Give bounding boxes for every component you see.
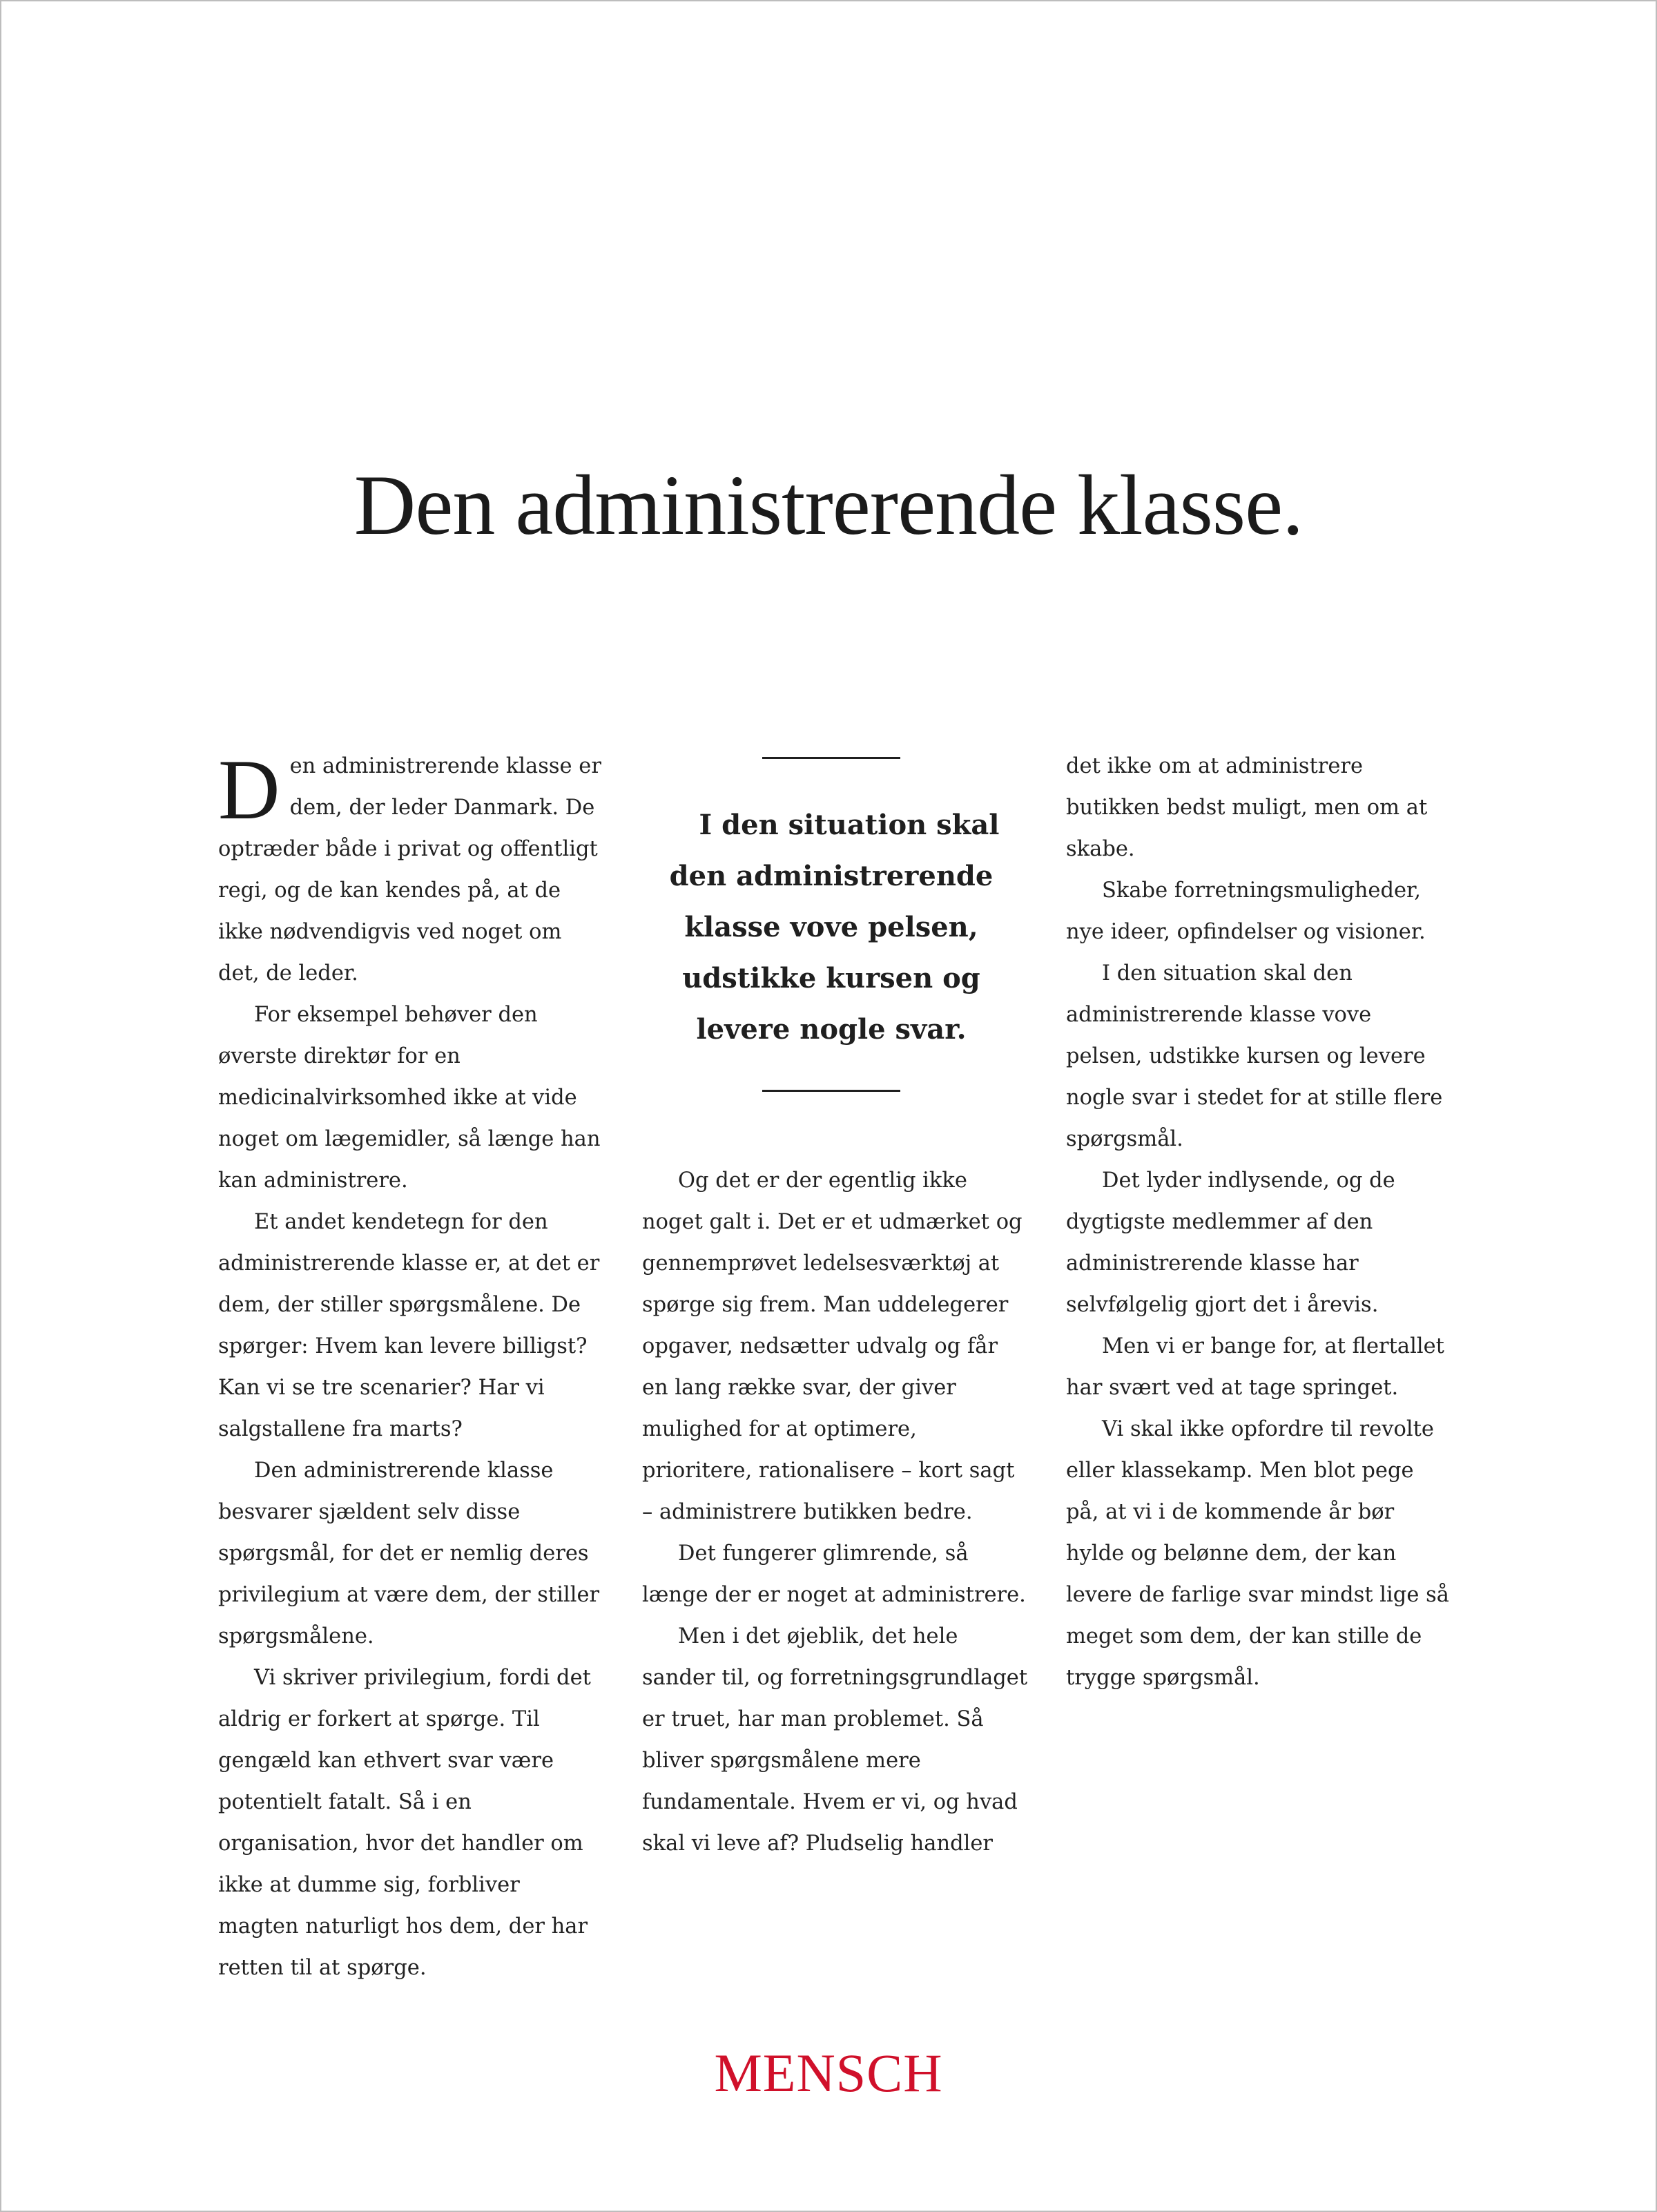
body-paragraph bbox=[218, 742, 605, 994]
body-paragraph: Vi skriver privilegium, fordi det aldrig er forkert at spørge. Til gengæld kan ethvert svar være potentielt fatalt. Så i en organisation, hvor det handler om ikke at dumme sig, forbliver magten naturligt hos dem, der har retten til at spørge. bbox=[218, 1666, 591, 1980]
middle-column bbox=[642, 746, 1029, 1856]
right-column bbox=[1066, 746, 1453, 1699]
body-paragraph: For eksempel behøver den øverste direktør for en medicinalvirksomhed ikke at vide noget om lægemidler, så længe han kan administrere. bbox=[218, 1003, 601, 1193]
pull-quote-rule-top bbox=[762, 757, 900, 759]
body-paragraph: I den situation skal den administrerende klasse vove pelsen, udstikke kursen og levere nogle svar i stedet for at stille flere spørgsmål. bbox=[1066, 961, 1443, 1151]
drop-cap: D bbox=[218, 742, 280, 837]
body-paragraph: Og det er der egentlig ikke noget galt i. Det er et udmærket og gennemprøvet ledelsesværktøj at spørge sig frem. Man uddelegerer opgaver, nedsætter udvalg og får en lang række svar, der giver mulighed for at optimere, prioritere, rationalisere – kort sagt – administrere butikken bedre. bbox=[642, 1168, 1023, 1524]
mensch-logo: MENSCH bbox=[714, 2043, 943, 2103]
pull-quote-rule-bottom bbox=[762, 1090, 900, 1092]
pull-quote: I den situation skal den administrerende klasse vove pelsen, udstikke kursen og levere nogle svar. bbox=[669, 809, 1000, 1046]
left-column bbox=[218, 742, 605, 1989]
body-paragraph: Et andet kendetegn for den administrerende klasse er, at det er dem, der stiller spørgsmålene. De spørger: Hvem kan levere billigst? Kan vi se tre scenarier? Har vi salgstallene fra marts? bbox=[218, 1210, 600, 1441]
body-paragraph: Men vi er bange for, at flertallet har svært ved at tage springet. bbox=[1066, 1334, 1444, 1400]
body-paragraph: Men i det øjeblik, det hele sander til, og forretningsgrundlaget er truet, har man problemet. Så bliver spørgsmålene mere fundamentale. Hvem er vi, og hvad skal vi leve af? Pludselig handler bbox=[642, 1624, 1028, 1856]
body-paragraph: det ikke om at administrere butikken bedst muligt, men om at skabe. bbox=[1066, 754, 1428, 861]
body-paragraph: Skabe forretningsmuligheder, nye ideer, opfindelser og visioner. bbox=[1066, 878, 1426, 944]
body-paragraph: Det lyder indlysende, og de dygtigste medlemmer af den administrerende klasse har selvfølgelig gjort det i årevis. bbox=[1066, 1168, 1395, 1317]
body-paragraph: Det fungerer glimrende, så længe der er noget at administrere. bbox=[642, 1541, 1026, 1607]
middle-column-body bbox=[642, 1160, 1029, 1865]
paragraph-text: en administrerende klasse er dem, der leder Danmark. De optræder både i privat og offentligt regi, og de kan kendes på, at de ikke nødvendigvis ved noget om det, de leder. bbox=[218, 754, 601, 985]
headline: Den administrerende klasse. bbox=[353, 458, 1304, 552]
body-paragraph: Vi skal ikke opfordre til revolte eller klassekamp. Men blot pege på, at vi i de kommende år bør hylde og belønne dem, der kan levere de farlige svar mindst lige så meget som dem, der kan stille de trygge spørgsmål. bbox=[1066, 1417, 1449, 1690]
body-paragraph: Den administrerende klasse besvarer sjældent selv disse spørgsmål, for det er nemlig deres privilegium at være dem, der stiller spørgsmålene. bbox=[218, 1459, 600, 1648]
